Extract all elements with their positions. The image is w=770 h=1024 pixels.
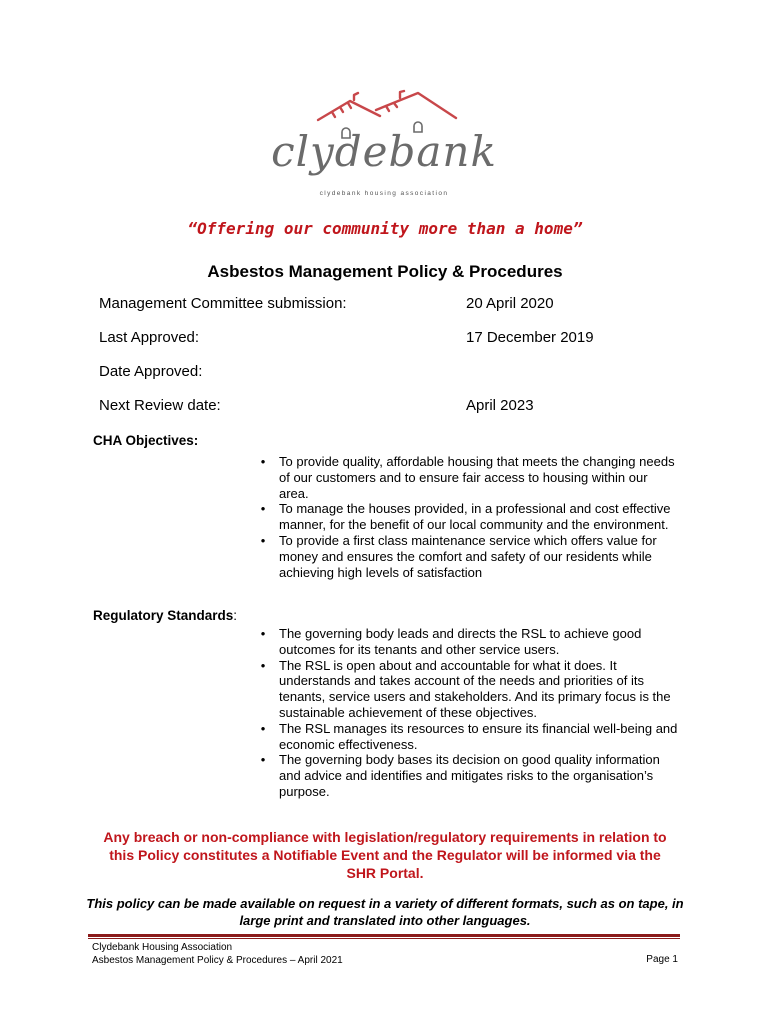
- meta-row-next-review: [99, 397, 719, 417]
- formats-notice: This policy can be made available on request in a variety of different formats, such as on tape, in large print and translated into other languages.: [86, 896, 684, 928]
- list-item-text: The governing body bases its decision on good quality information and advice and identifies and mitigates risks to the organisation’s purpose.: [279, 752, 660, 799]
- list-item: [258, 626, 680, 658]
- next-review-value: April 2023: [466, 397, 534, 414]
- last-approved-value: 17 December 2019: [466, 329, 594, 346]
- meta-row-submission: [99, 295, 719, 315]
- meta-row-last-approved: [99, 329, 719, 349]
- bullet-icon: •: [260, 532, 266, 548]
- standards-heading: [93, 608, 237, 623]
- logo-wordmark: clydebank: [271, 127, 497, 176]
- list-item: [258, 752, 680, 799]
- bullet-icon: •: [260, 720, 266, 736]
- logo-subtitle: clydebank housing association: [319, 190, 449, 197]
- list-item-text: The governing body leads and directs the RSL to achieve good outcomes for its tenants and other service users.: [279, 626, 642, 657]
- list-item: [258, 721, 680, 753]
- date-approved-label: Date Approved:: [99, 363, 203, 380]
- objectives-heading-text: CHA Objectives:: [93, 433, 199, 448]
- page-title: Asbestos Management Policy & Procedures: [207, 262, 563, 281]
- list-item: [258, 533, 680, 580]
- list-item-text: The RSL manages its resources to ensure its financial well-being and economic effectiveness.: [279, 720, 678, 752]
- list-item: [258, 454, 680, 501]
- standards-list: [258, 626, 680, 800]
- list-item-text: To manage the houses provided, in a professional and cost effective manner, for the benefit of our local community and the environment.: [279, 501, 671, 533]
- bullet-icon: •: [260, 657, 266, 673]
- list-item: [258, 501, 680, 533]
- objectives-list: [258, 454, 680, 580]
- tagline: “Offering our community more than a home”: [187, 219, 583, 238]
- page-number: Page 1: [646, 954, 678, 965]
- bullet-icon: •: [260, 454, 266, 469]
- list-item-text: To provide a first class maintenance service which offers value for money and ensures the comfort and safety of our residents while achieving high levels of satisfaction: [279, 532, 657, 580]
- bullet-icon: •: [260, 501, 266, 517]
- objectives-heading: [93, 433, 198, 448]
- standards-heading-text: Regulatory Standards: [93, 608, 234, 623]
- list-item-text: To provide quality, affordable housing that meets the changing needs of our customers and to ensure fair access to housing within our area.: [279, 454, 675, 501]
- bullet-icon: •: [260, 752, 266, 768]
- standards-heading-colon: :: [233, 608, 238, 623]
- submission-label: Management Committee submission:: [99, 295, 347, 312]
- page-footer: [92, 942, 680, 967]
- submission-value: 20 April 2020: [466, 295, 554, 312]
- list-item-text: The RSL is open about and accountable for what it does. It understands and takes account of the needs and priorities of its tenants, service users and stakeholders. And its primary focus is the sustainable achievement of these objectives.: [279, 657, 671, 720]
- meta-row-date-approved: [99, 363, 719, 383]
- clydebank-logo: [271, 88, 497, 216]
- footer-document: Asbestos Management Policy & Procedures – April 2021: [92, 954, 343, 966]
- footer-organisation: Clydebank Housing Association: [92, 942, 233, 953]
- last-approved-label: Last Approved:: [99, 329, 200, 346]
- bullet-icon: •: [260, 626, 266, 641]
- next-review-label: Next Review date:: [99, 397, 221, 414]
- footer-divider-thin: [88, 938, 680, 939]
- footer-divider: [88, 934, 680, 937]
- breach-notice: Any breach or non-compliance with legislation/regulatory requirements in relation to this Policy constitutes a Notifiable Event and the Regulator will be informed via the SHR Portal.: [103, 829, 667, 881]
- list-item: [258, 658, 680, 721]
